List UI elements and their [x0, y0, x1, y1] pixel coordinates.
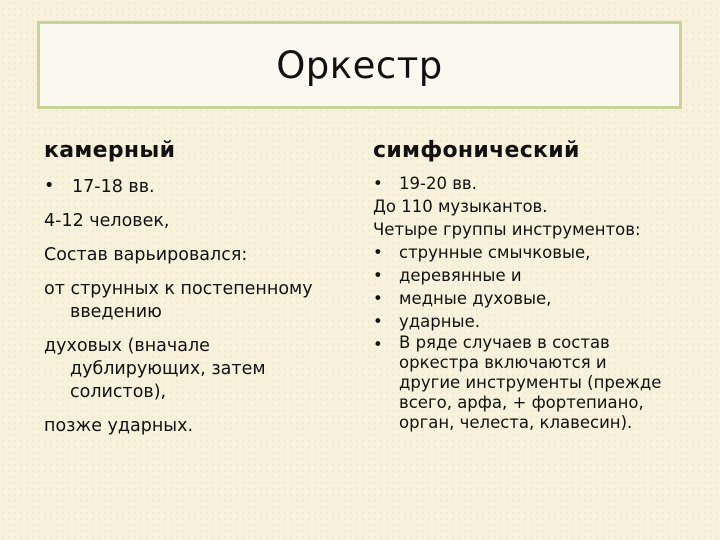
text-line: дублирующих, затем — [70, 359, 266, 379]
right-column — [373, 172, 693, 433]
slide-title: Оркестр — [276, 43, 443, 87]
bullet-icon: • — [373, 266, 383, 285]
list-item-text: струнные смычковые, — [399, 243, 591, 262]
bullet-icon: • — [373, 243, 383, 262]
text-line: 4-12 человек, — [44, 211, 170, 231]
text-line: До 110 музыкантов. — [373, 197, 548, 216]
text-line: введению — [70, 302, 162, 322]
text-line: от струнных к постепенному — [44, 279, 313, 299]
text-line: солистов), — [70, 382, 167, 402]
bullet-icon: • — [373, 335, 383, 354]
title-box — [37, 21, 682, 109]
left-column-heading: камерный — [44, 138, 176, 163]
text-line: позже ударных. — [44, 416, 194, 436]
text-line: В ряде случаев в состав — [399, 333, 610, 352]
bullet-icon: • — [373, 312, 383, 331]
list-item-text: ударные. — [399, 312, 480, 331]
left-column — [44, 176, 344, 449]
list-item-text: 19-20 вв. — [399, 174, 477, 193]
bullet-icon: • — [373, 174, 383, 193]
list-item — [373, 172, 693, 195]
list-item — [44, 176, 344, 199]
text-line: всего, арфа, + фортепиано, — [399, 393, 644, 412]
text-line: другие инструменты (прежде — [399, 373, 662, 392]
list-item — [373, 264, 693, 287]
list-item-text: медные духовые, — [399, 289, 552, 308]
list-item — [373, 287, 693, 310]
text-block — [44, 335, 344, 404]
text-line: орган, челеста, клавесин). — [399, 413, 633, 432]
bullet-icon: • — [373, 289, 383, 308]
list-item — [373, 333, 693, 433]
list-item-text: деревянные и — [399, 266, 522, 285]
bullet-icon: • — [44, 176, 55, 196]
list-item — [373, 310, 693, 333]
text-line: оркестра включаются и — [399, 353, 607, 372]
text-block — [44, 278, 344, 324]
right-column-heading: симфонический — [373, 138, 580, 163]
text-line: Четыре группы инструментов: — [373, 220, 641, 239]
list-item — [373, 241, 693, 264]
text-line: духовых (вначале — [44, 336, 210, 356]
list-item-text — [399, 333, 661, 433]
text-line: Состав варьировался: — [44, 245, 248, 265]
list-item-text: 17-18 вв. — [72, 177, 155, 197]
